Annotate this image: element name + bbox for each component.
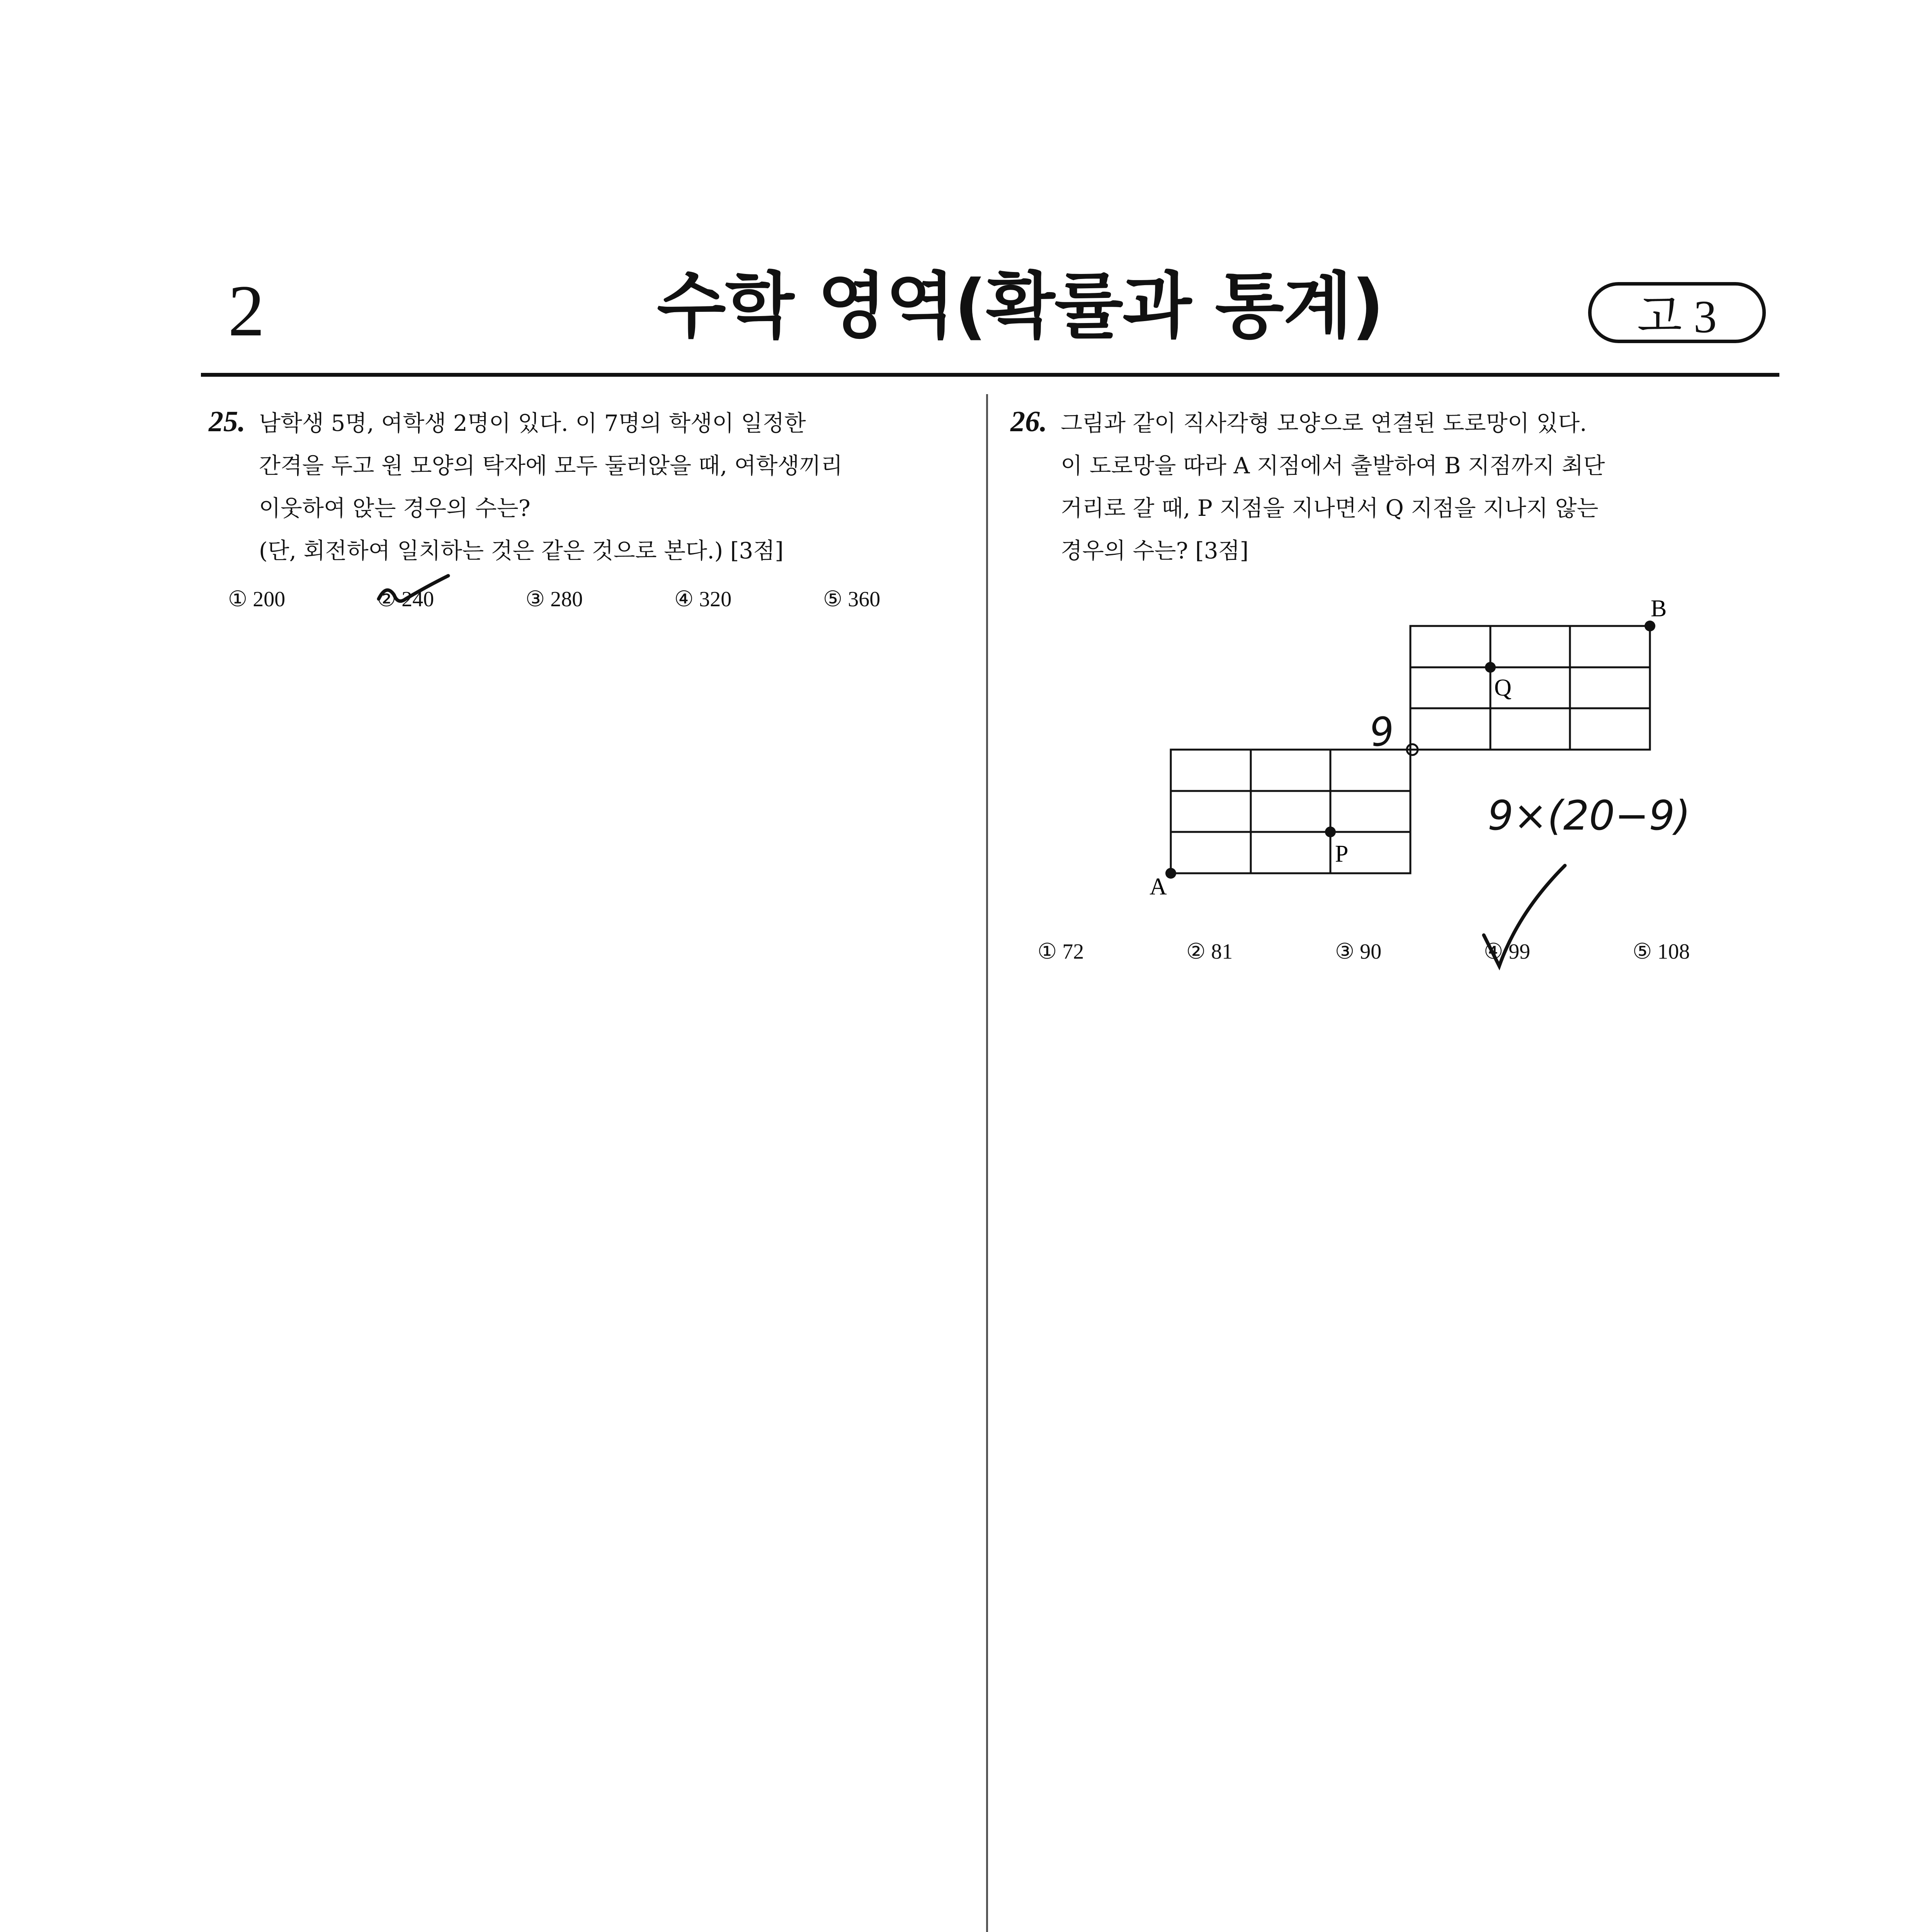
- road-network-figure: [1140, 591, 1681, 900]
- question-26-number: 26.: [1010, 405, 1047, 438]
- choice-2[interactable]: ② 81: [1186, 940, 1233, 964]
- page-number: 2: [228, 270, 265, 352]
- label-a: A: [1150, 874, 1167, 900]
- handwritten-node-note: 9: [1367, 707, 1398, 756]
- choice-1[interactable]: ① 72: [1037, 940, 1084, 964]
- question-25-choices: [209, 587, 966, 612]
- question-26-body: [1010, 402, 1772, 572]
- page-title: 수학 영역(확률과 통계): [657, 264, 1384, 348]
- choice-1[interactable]: ① 200: [228, 587, 286, 611]
- point-p-dot: [1325, 827, 1336, 837]
- choice-3[interactable]: ③ 280: [526, 587, 583, 611]
- column-divider: [986, 394, 988, 1932]
- handwritten-calc-note: 9×(20−9): [1488, 792, 1691, 839]
- label-b: B: [1651, 595, 1667, 622]
- choice-4[interactable]: ④ 320: [674, 587, 732, 611]
- question-25-number: 25.: [209, 405, 245, 438]
- point-q-dot: [1485, 662, 1496, 673]
- question-26: [1010, 402, 1772, 572]
- grade-badge: [1588, 282, 1766, 343]
- choice-2[interactable]: ② 240: [377, 587, 434, 611]
- question-26-choices: [1037, 939, 1748, 964]
- choice-3[interactable]: ③ 90: [1335, 940, 1382, 964]
- grade-label: 고 3: [1637, 291, 1717, 342]
- question-25-body: [209, 402, 966, 572]
- question-26-text: 그림과 같이 직사각형 모양으로 연결된 도로망이 있다. 이 도로망을 따라 A 지점에서 출발하여 B 지점까지 최단 거리로 갈 때, P 지점을 지나면서 Q 지점을 지나지 않는 경우의 수는? [3점]: [1061, 410, 1605, 564]
- header-rule: [201, 373, 1779, 377]
- question-25-text: 남학생 5명, 여학생 2명이 있다. 이 7명의 학생이 일정한 간격을 두고 원 모양의 탁자에 모두 둘러앉을 때, 여학생끼리 이웃하여 앉는 경우의 수는? (단, 회전하여 일치하는 것은 같은 것으로 본다.) [3점]: [259, 410, 843, 564]
- choice-4[interactable]: ④ 99: [1484, 940, 1531, 964]
- q26-check-mark: [1476, 858, 1577, 974]
- choice-5[interactable]: ⑤ 360: [823, 587, 881, 611]
- choice-5[interactable]: ⑤ 108: [1633, 940, 1690, 964]
- label-q: Q: [1494, 675, 1512, 701]
- point-a-dot: [1165, 868, 1176, 879]
- q25-check-mark: [371, 568, 456, 614]
- question-25: [209, 402, 966, 612]
- label-p: P: [1335, 841, 1349, 867]
- point-b-dot: [1645, 621, 1655, 631]
